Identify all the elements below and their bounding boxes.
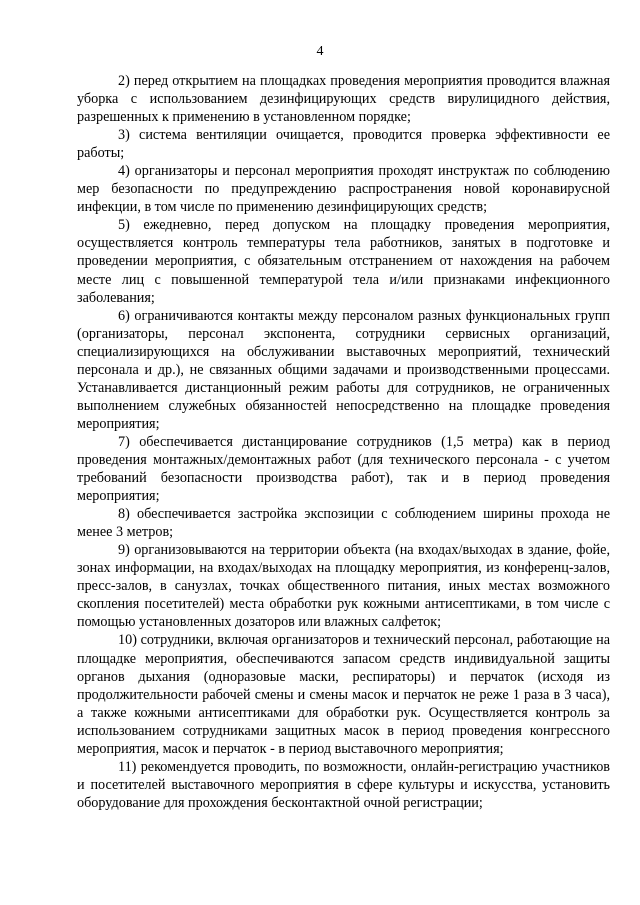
paragraph-item-6: 6) ограничиваются контакты между персоналом разных функциональных групп (организаторы, персонал экспонента, сотрудники сервисных организаций, специализирующихся на обслуживании выставочных мероприятий, технический персонала и др.), не связанных общими задачами и производственными процессами. Устанавливается дистанционный режим работы для сотрудников, не ограниченных выполнением служебных обязанностей непосредственно на площадке проведения мероприятия; — [77, 307, 610, 432]
paragraph-item-7: 7) обеспечивается дистанцирование сотрудников (1,5 метра) как в период проведения монтажных/демонтажных работ (для технического персонала - с учетом требований безопасности производства работ), так и в период проведения мероприятия; — [77, 433, 610, 505]
document-body — [77, 72, 610, 812]
paragraph-item-11: 11) рекомендуется проводить, по возможности, онлайн-регистрацию участников и посетителей выставочного мероприятия в сфере культуры и искусства, установить оборудование для прохождения бесконтактной очной регистрации; — [77, 758, 610, 811]
paragraph-item-5: 5) ежедневно, перед допуском на площадку проведения мероприятия, осуществляется контроль температуры тела работников, занятых в подготовке и проведении мероприятия, с обязательным отстранением от нахождения на рабочем месте лиц с повышенной температурой тела и/или признаками инфекционного заболевания; — [77, 217, 610, 306]
paragraph-item-10: 10) сотрудники, включая организаторов и технический персонал, работающие на площадке мероприятия, обеспечиваются запасом средств индивидуальной защиты органов дыхания (одноразовые маски, респираторы) и перчаток (исходя из продолжительности рабочей смены и смены масок и перчаток не реже 1 раза в 3 часа), а также кожными антисептиками для обработки рук. Осуществляется контроль за использованием сотрудниками защитных масок в период проведения конгрессного мероприятия, масок и перчаток - в период выставочного мероприятия; — [77, 632, 610, 757]
paragraph-item-4: 4) организаторы и персонал мероприятия проходят инструктаж по соблюдению мер безопасности по предупреждению распространения новой коронавирусной инфекции, в том числе по применению дезинфицирующих средств; — [77, 163, 610, 216]
page-number: 4 — [316, 44, 324, 59]
paragraph-item-3: 3) система вентиляции очищается, проводится проверка эффективности ее работы; — [77, 127, 610, 162]
paragraph-item-8: 8) обеспечивается застройка экспозиции с соблюдением ширины прохода не менее 3 метров; — [77, 506, 610, 541]
paragraph-item-9: 9) организовываются на территории объекта (на входах/выходах в здание, фойе, зонах информации, на входах/выходах на площадку мероприятия, из конференц-залов, пресс-залов, в санузлах, точках общественного питания, иных местах возможного скопления посетителей) места обработки рук кожными антисептиками, в том числе с помощью установленных дозаторов или влажных салфеток; — [77, 542, 610, 631]
paragraph-item-2: 2) перед открытием на площадках проведения мероприятия проводится влажная уборка с использованием дезинфицирующих средств вирулицидного действия, разрешенных к применению в установленном порядке; — [77, 73, 610, 126]
